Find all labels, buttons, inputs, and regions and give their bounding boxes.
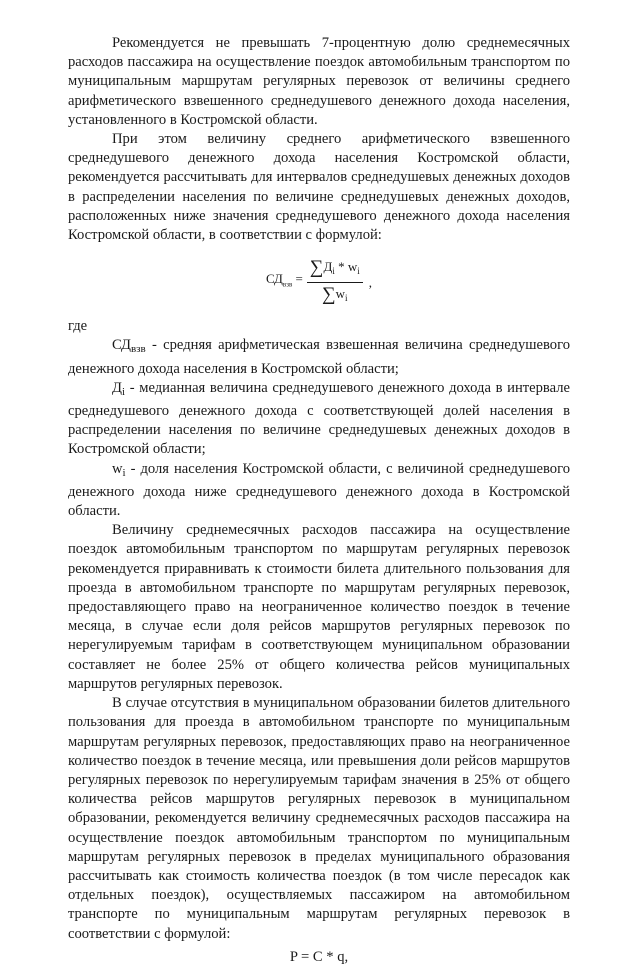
def-w-term: w [112, 460, 123, 477]
numerator-w-subscript: i [357, 265, 360, 276]
formula-cost: P = C * q, [289, 948, 349, 965]
formula-numerator [307, 257, 363, 283]
sum-symbol: ∑ [322, 283, 336, 305]
definition-d [68, 379, 570, 460]
paragraph-1: Рекомендуется не превышать 7-процентную долю среднемесячных расходов пассажира на осуществление поездок автомобильным транспортом по муниципальным маршрутам регулярных перевозок от величины среднего арифметического взвешенного среднедушевого денежного дохода населения, установленного в Костромской области. [68, 35, 570, 128]
formula-weighted-average [68, 251, 570, 313]
def-w-text: - доля населения Костромской области, с величиной среднедушевого денежного дохода ниже среднедушевого денежного дохода в Костромской области. [68, 460, 570, 520]
definition-sd [68, 336, 570, 378]
def-w-subscript: i [122, 466, 126, 479]
formula-lhs-subscript: взв [282, 280, 293, 289]
sum-symbol: ∑ [309, 256, 324, 278]
def-sd-text: - средняя арифметическая взвешенная величина среднедушевого денежного дохода населения в Костромской области; [68, 337, 570, 377]
denominator-w-subscript: i [345, 292, 348, 303]
numerator-d-subscript: i [332, 265, 335, 276]
numerator-w: * w [334, 258, 358, 274]
def-d-subscript: i [121, 385, 126, 398]
def-sd-subscript: взв [130, 343, 146, 356]
formula-denominator [322, 283, 347, 308]
where-label: где [68, 318, 88, 335]
formula-comma: , [368, 274, 372, 290]
paragraph-3: Величину среднемесячных расходов пассажира на осуществление поездок автомобильным транспортом по маршрутам регулярных перевозок рекомендуется приравнивать к стоимости билета длительного пользования для проезда в автомобильном транспорте по маршрутам регулярных перевозок, предоставляющего право на неограниченное количество поездок в течение месяца, в случае если доля рейсов маршрутов регулярных перевозок по нерегулируемым тарифам в соответствующем муниципальном образовании составляет не более 25% от общего количества рейсов муниципальных маршрутов регулярных перевозок. [68, 522, 570, 692]
formula-equals: = [295, 271, 303, 287]
formula-lhs [266, 269, 303, 295]
denominator-w: w [335, 285, 346, 301]
formula-fraction [307, 257, 363, 308]
formula-lhs-symbol: СД [266, 271, 283, 287]
def-sd-term: СД [112, 337, 131, 354]
paragraph-2: При этом величину среднего арифметического взвешенного среднедушевого денежного дохода населения Костромской области, рекомендуется рассчитывать для интервалов среднедушевых денежных доходов в распределении населения по величине среднедушевых денежных доходов, расположенных ниже значения среднедушевого денежного дохода населения Костромской области, в соответствии с формулой: [68, 131, 570, 244]
numerator-d: Д [323, 258, 333, 274]
def-d-text: - медианная величина среднедушевого денежного дохода в интервале среднедушевого денежного дохода с соответствующей долей населения в распределении населения по величине среднедушевых денежных доходов в Костромской области; [68, 379, 570, 458]
definition-w [68, 460, 570, 522]
paragraph-4: В случае отсутствия в муниципальном образовании билетов длительного пользования для проезда в автомобильном транспорте по муниципальным маршрутам регулярных перевозок, предоставляющих право на неограниченное количество поездок в течение месяца, или превышения доли рейсов маршрутов регулярных перевозок по нерегулируемым тарифам значения в 25% от общего количества рейсов маршрутов регулярных перевозок в муниципальном образовании, рекомендуется величину среднемесячных расходов пассажира на осуществление поездок автомобильным транспортом по муниципальным маршрутам регулярных перевозок в пределах муниципального образования рассчитывать как стоимость количества поездок (в том числе пересадок как отдельных поездок), осуществляемых пассажиром на автомобильном транспорте по муниципальным маршрутам регулярных перевозок в соответствии с формулой: [68, 695, 570, 942]
def-d-term: Д [112, 379, 122, 396]
